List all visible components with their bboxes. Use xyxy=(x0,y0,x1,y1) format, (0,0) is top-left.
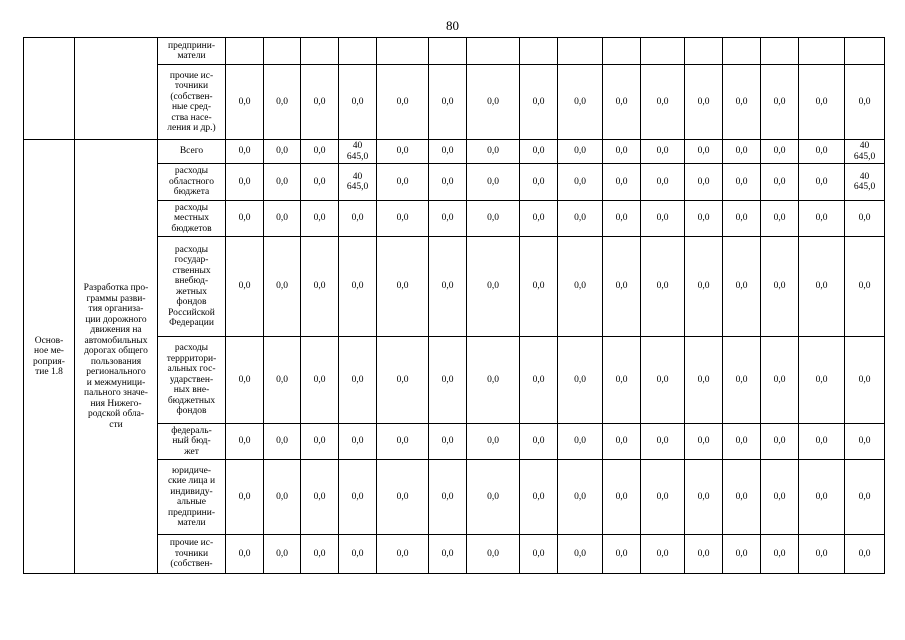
value-cell: 0,0 xyxy=(520,337,558,424)
value-cell: 0,0 xyxy=(339,424,377,460)
value-cell: 0,0 xyxy=(301,65,339,140)
value-cell: 40 645,0 xyxy=(339,140,377,164)
value-cell: 0,0 xyxy=(558,201,603,237)
value-cell: 0,0 xyxy=(558,140,603,164)
value-cell: 0,0 xyxy=(761,535,799,574)
value-cell: 0,0 xyxy=(845,337,885,424)
measure-title-cell: Разработка про- граммы разви- тия организа- ции дорожного движения на автомобильных дорогах общего пользования регионального и межмуници- пального значе- ния Нижего- родской обла- сти xyxy=(75,140,158,574)
value-cell: 0,0 xyxy=(761,337,799,424)
measure-code-cell-empty xyxy=(24,38,75,140)
value-cell: 0,0 xyxy=(377,65,429,140)
value-cell xyxy=(845,38,885,65)
value-cell: 0,0 xyxy=(264,65,301,140)
funding-source-cell: Всего xyxy=(158,140,226,164)
value-cell: 0,0 xyxy=(226,65,264,140)
value-cell: 0,0 xyxy=(339,201,377,237)
value-cell: 0,0 xyxy=(226,535,264,574)
value-cell: 0,0 xyxy=(799,65,845,140)
value-cell xyxy=(301,38,339,65)
value-cell: 0,0 xyxy=(799,237,845,337)
value-cell: 0,0 xyxy=(301,535,339,574)
value-cell: 0,0 xyxy=(429,535,467,574)
value-cell: 0,0 xyxy=(761,237,799,337)
funding-source-cell: юридиче- ские лица и индивиду- альные предприни- матели xyxy=(158,460,226,535)
value-cell: 0,0 xyxy=(377,424,429,460)
value-cell: 0,0 xyxy=(520,164,558,201)
funding-source-cell: предприни- матели xyxy=(158,38,226,65)
value-cell: 0,0 xyxy=(685,337,723,424)
value-cell xyxy=(603,38,641,65)
value-cell: 0,0 xyxy=(641,424,685,460)
value-cell: 0,0 xyxy=(377,201,429,237)
value-cell: 0,0 xyxy=(845,424,885,460)
value-cell: 0,0 xyxy=(761,140,799,164)
value-cell: 0,0 xyxy=(641,65,685,140)
value-cell: 0,0 xyxy=(339,337,377,424)
value-cell: 0,0 xyxy=(264,337,301,424)
value-cell: 0,0 xyxy=(429,237,467,337)
table-row xyxy=(24,140,885,164)
value-cell: 0,0 xyxy=(301,460,339,535)
value-cell: 0,0 xyxy=(339,237,377,337)
value-cell: 0,0 xyxy=(799,460,845,535)
value-cell: 0,0 xyxy=(558,535,603,574)
value-cell xyxy=(520,38,558,65)
funding-source-cell: расходы государ- ственных внебюд- жетных фондов Российской Федерации xyxy=(158,237,226,337)
value-cell: 0,0 xyxy=(520,460,558,535)
value-cell: 0,0 xyxy=(685,201,723,237)
value-cell: 0,0 xyxy=(520,535,558,574)
value-cell: 0,0 xyxy=(558,237,603,337)
value-cell: 0,0 xyxy=(226,337,264,424)
value-cell: 0,0 xyxy=(377,164,429,201)
value-cell xyxy=(761,38,799,65)
funding-source-cell: расходы областного бюджета xyxy=(158,164,226,201)
value-cell: 0,0 xyxy=(301,140,339,164)
value-cell: 0,0 xyxy=(301,424,339,460)
value-cell: 0,0 xyxy=(641,237,685,337)
value-cell: 0,0 xyxy=(520,65,558,140)
value-cell xyxy=(799,38,845,65)
value-cell: 40 645,0 xyxy=(845,140,885,164)
value-cell: 0,0 xyxy=(377,140,429,164)
value-cell: 0,0 xyxy=(641,337,685,424)
value-cell: 0,0 xyxy=(641,201,685,237)
value-cell: 0,0 xyxy=(799,201,845,237)
value-cell: 0,0 xyxy=(723,535,761,574)
value-cell: 0,0 xyxy=(603,460,641,535)
value-cell: 0,0 xyxy=(467,164,520,201)
value-cell xyxy=(339,38,377,65)
value-cell: 0,0 xyxy=(603,65,641,140)
value-cell: 0,0 xyxy=(685,535,723,574)
funding-source-cell: прочие ис- точники (собствен- xyxy=(158,535,226,574)
value-cell: 0,0 xyxy=(467,65,520,140)
funding-source-cell: расходы местных бюджетов xyxy=(158,201,226,237)
value-cell: 0,0 xyxy=(603,337,641,424)
value-cell: 0,0 xyxy=(603,237,641,337)
value-cell: 0,0 xyxy=(520,201,558,237)
value-cell xyxy=(264,38,301,65)
value-cell: 0,0 xyxy=(301,201,339,237)
budget-table xyxy=(23,37,885,574)
value-cell: 0,0 xyxy=(558,337,603,424)
value-cell: 0,0 xyxy=(685,164,723,201)
table-row xyxy=(24,38,885,65)
value-cell: 0,0 xyxy=(520,424,558,460)
value-cell: 0,0 xyxy=(264,460,301,535)
value-cell: 0,0 xyxy=(377,460,429,535)
value-cell: 0,0 xyxy=(723,460,761,535)
value-cell: 0,0 xyxy=(641,460,685,535)
value-cell: 0,0 xyxy=(264,237,301,337)
value-cell xyxy=(723,38,761,65)
value-cell: 0,0 xyxy=(558,424,603,460)
value-cell: 0,0 xyxy=(264,140,301,164)
value-cell: 0,0 xyxy=(467,337,520,424)
value-cell xyxy=(429,38,467,65)
value-cell: 0,0 xyxy=(641,535,685,574)
value-cell: 0,0 xyxy=(723,237,761,337)
value-cell: 0,0 xyxy=(761,65,799,140)
value-cell: 0,0 xyxy=(603,201,641,237)
value-cell: 0,0 xyxy=(339,460,377,535)
value-cell: 0,0 xyxy=(845,237,885,337)
value-cell: 0,0 xyxy=(429,337,467,424)
value-cell: 0,0 xyxy=(761,201,799,237)
value-cell: 0,0 xyxy=(339,65,377,140)
value-cell: 0,0 xyxy=(226,140,264,164)
value-cell: 0,0 xyxy=(723,164,761,201)
value-cell: 0,0 xyxy=(685,424,723,460)
value-cell: 0,0 xyxy=(377,237,429,337)
value-cell: 0,0 xyxy=(467,535,520,574)
value-cell: 0,0 xyxy=(429,65,467,140)
value-cell: 0,0 xyxy=(723,140,761,164)
value-cell: 0,0 xyxy=(301,237,339,337)
page-number: 80 xyxy=(446,18,459,33)
value-cell: 0,0 xyxy=(520,140,558,164)
value-cell: 40 645,0 xyxy=(845,164,885,201)
value-cell: 0,0 xyxy=(264,424,301,460)
value-cell: 0,0 xyxy=(429,460,467,535)
value-cell: 0,0 xyxy=(603,535,641,574)
value-cell: 0,0 xyxy=(761,164,799,201)
value-cell: 0,0 xyxy=(377,535,429,574)
value-cell: 0,0 xyxy=(226,164,264,201)
funding-source-cell: расходы террритори- альных гос- ударствен- ных вне- бюджетных фондов xyxy=(158,337,226,424)
funding-source-cell: прочие ис- точники (собствен- ные сред- ства насе- ления и др.) xyxy=(158,65,226,140)
value-cell: 0,0 xyxy=(558,164,603,201)
value-cell: 0,0 xyxy=(467,237,520,337)
value-cell: 0,0 xyxy=(429,424,467,460)
value-cell: 0,0 xyxy=(429,201,467,237)
value-cell: 0,0 xyxy=(467,424,520,460)
value-cell: 0,0 xyxy=(467,460,520,535)
value-cell xyxy=(226,38,264,65)
value-cell: 0,0 xyxy=(761,424,799,460)
value-cell xyxy=(558,38,603,65)
value-cell: 0,0 xyxy=(429,164,467,201)
value-cell: 0,0 xyxy=(685,140,723,164)
value-cell: 0,0 xyxy=(845,201,885,237)
value-cell: 0,0 xyxy=(520,237,558,337)
value-cell: 0,0 xyxy=(761,460,799,535)
value-cell: 0,0 xyxy=(377,337,429,424)
value-cell: 0,0 xyxy=(226,237,264,337)
value-cell: 0,0 xyxy=(264,535,301,574)
value-cell: 0,0 xyxy=(467,140,520,164)
value-cell: 0,0 xyxy=(723,201,761,237)
value-cell: 0,0 xyxy=(641,164,685,201)
value-cell: 0,0 xyxy=(845,535,885,574)
value-cell: 0,0 xyxy=(339,535,377,574)
value-cell: 0,0 xyxy=(799,140,845,164)
value-cell: 0,0 xyxy=(467,201,520,237)
value-cell: 0,0 xyxy=(845,460,885,535)
value-cell: 0,0 xyxy=(723,65,761,140)
value-cell: 0,0 xyxy=(845,65,885,140)
value-cell: 0,0 xyxy=(723,337,761,424)
value-cell: 0,0 xyxy=(603,164,641,201)
value-cell: 40 645,0 xyxy=(339,164,377,201)
value-cell: 0,0 xyxy=(429,140,467,164)
measure-code-cell: Основ- ное ме- роприя- тие 1.8 xyxy=(24,140,75,574)
value-cell: 0,0 xyxy=(301,337,339,424)
value-cell: 0,0 xyxy=(641,140,685,164)
funding-source-cell: федераль- ный бюд- жет xyxy=(158,424,226,460)
value-cell: 0,0 xyxy=(301,164,339,201)
value-cell: 0,0 xyxy=(685,65,723,140)
value-cell: 0,0 xyxy=(264,201,301,237)
value-cell: 0,0 xyxy=(226,460,264,535)
value-cell: 0,0 xyxy=(558,460,603,535)
value-cell: 0,0 xyxy=(685,237,723,337)
value-cell xyxy=(641,38,685,65)
value-cell: 0,0 xyxy=(723,424,761,460)
value-cell xyxy=(377,38,429,65)
value-cell: 0,0 xyxy=(799,337,845,424)
value-cell: 0,0 xyxy=(226,424,264,460)
value-cell: 0,0 xyxy=(799,164,845,201)
value-cell: 0,0 xyxy=(685,460,723,535)
measure-title-cell-empty xyxy=(75,38,158,140)
value-cell: 0,0 xyxy=(799,535,845,574)
value-cell xyxy=(685,38,723,65)
value-cell xyxy=(467,38,520,65)
value-cell: 0,0 xyxy=(264,164,301,201)
value-cell: 0,0 xyxy=(226,201,264,237)
value-cell: 0,0 xyxy=(799,424,845,460)
value-cell: 0,0 xyxy=(603,424,641,460)
value-cell: 0,0 xyxy=(558,65,603,140)
value-cell: 0,0 xyxy=(603,140,641,164)
